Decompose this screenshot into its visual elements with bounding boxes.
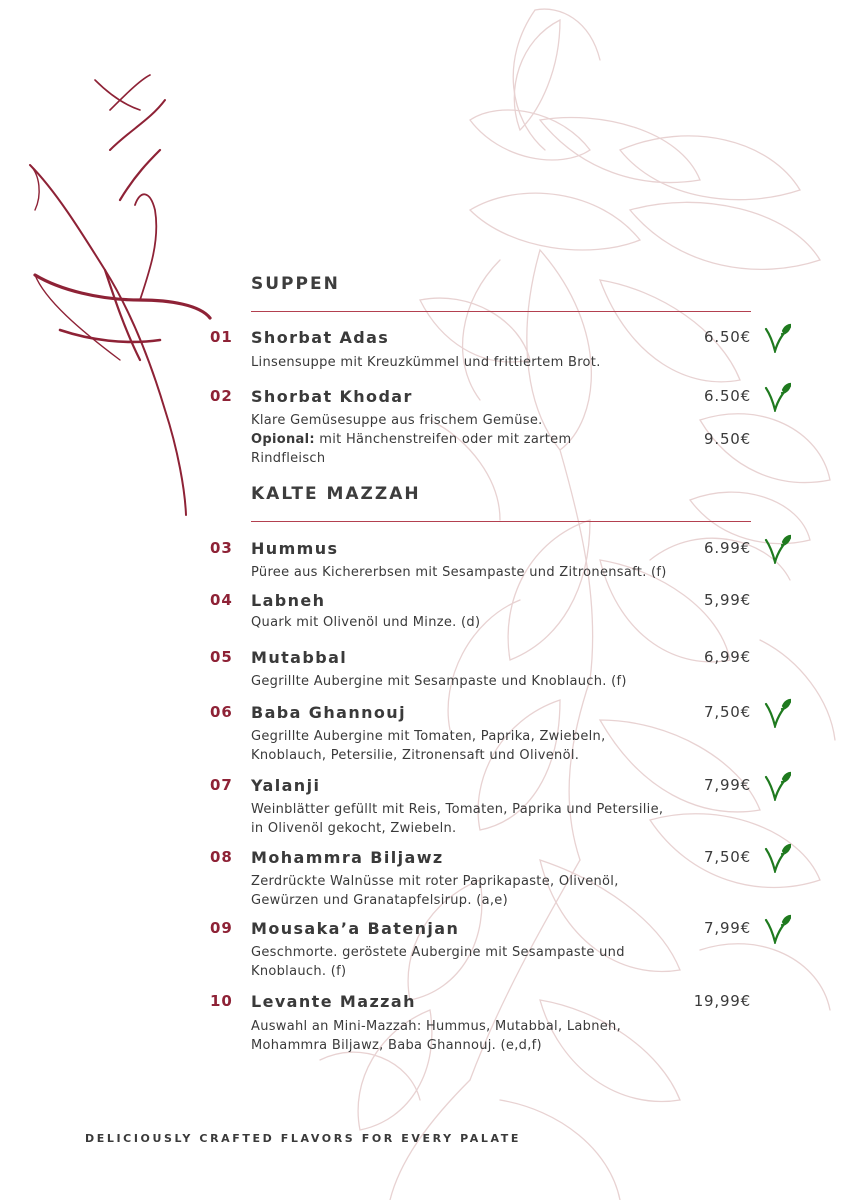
item-name: Shorbat Adas [251,328,390,347]
item-number: 04 [210,591,233,609]
item-description: Zerdrückte Walnüsse mit roter Paprikapaste, Olivenöl, Gewürzen und Granatapfelsirup. (a,e) [251,874,619,908]
vegan-leaf-icon [763,771,791,801]
menu-script-title [0,0,220,540]
vegan-leaf-icon [763,534,791,564]
item-option [251,430,631,468]
section-divider [251,521,751,522]
item-number: 09 [210,919,233,937]
item-name: Mousaka’a Batenjan [251,919,460,938]
item-price: 7,99€ [704,919,751,937]
item-number: 08 [210,848,233,866]
item-price: 6.50€ [704,328,751,346]
vegan-leaf-icon [763,914,791,944]
item-name: Mohammra Biljawz [251,848,444,867]
item-price: 7,99€ [704,776,751,794]
item-description: Klare Gemüsesuppe aus frischem Gemüse. [251,413,543,428]
section-title-kalte-mazzah: KALTE MAZZAH [251,484,421,504]
item-description: Gegrillte Aubergine mit Tomaten, Paprika, Zwiebeln, Knoblauch, Petersilie, Zitronensaft und Olivenöl. [251,729,606,763]
option-label: Opional: [251,432,315,447]
vegan-leaf-icon [763,382,791,412]
item-number: 07 [210,776,233,794]
option-price: 9.50€ [704,430,751,448]
item-description: Gegrillte Aubergine mit Sesampaste und Knoblauch. (f) [251,674,627,689]
item-price: 6.50€ [704,387,751,405]
item-name: Yalanji [251,776,321,795]
item-price: 6,99€ [704,648,751,666]
item-name: Levante Mazzah [251,992,416,1011]
item-description: Auswahl an Mini-Mazzah: Hummus, Mutabbal, Labneh, Mohammra Biljawz, Baba Ghannouj. (e,d,f) [251,1019,621,1053]
item-name: Shorbat Khodar [251,387,413,406]
item-price: 6.99€ [704,539,751,557]
item-description: Linsensuppe mit Kreuzkümmel und frittiertem Brot. [251,355,601,370]
vegan-leaf-icon [763,323,791,353]
item-description: Quark mit Olivenöl und Minze. (d) [251,615,481,630]
item-name: Baba Ghannouj [251,703,406,722]
item-number: 03 [210,539,233,557]
item-price: 7,50€ [704,703,751,721]
item-description: Geschmorte. geröstete Aubergine mit Sesampaste und Knoblauch. (f) [251,945,625,979]
item-price: 19,99€ [693,992,751,1010]
section-divider [251,311,751,312]
vegan-leaf-icon [763,698,791,728]
vegan-leaf-icon [763,843,791,873]
item-number: 06 [210,703,233,721]
item-description: Püree aus Kichererbsen mit Sesampaste und Zitronensaft. (f) [251,565,667,580]
item-price: 7,50€ [704,848,751,866]
item-name: Hummus [251,539,339,558]
item-description: Weinblätter gefüllt mit Reis, Tomaten, Paprika und Petersilie, in Olivenöl gekocht, Zwiebeln. [251,802,664,836]
item-number: 02 [210,387,233,405]
item-name: Mutabbal [251,648,348,667]
section-title-suppen: SUPPEN [251,274,340,294]
option-text: mit Hänchenstreifen oder mit zartem Rindfleisch [251,432,572,466]
item-price: 5,99€ [704,591,751,609]
item-number: 10 [210,992,233,1010]
item-number: 05 [210,648,233,666]
item-name: Labneh [251,591,326,610]
item-number: 01 [210,328,233,346]
footer-tagline: DELICIOUSLY CRAFTED FLAVORS FOR EVERY PALATE [85,1132,521,1145]
